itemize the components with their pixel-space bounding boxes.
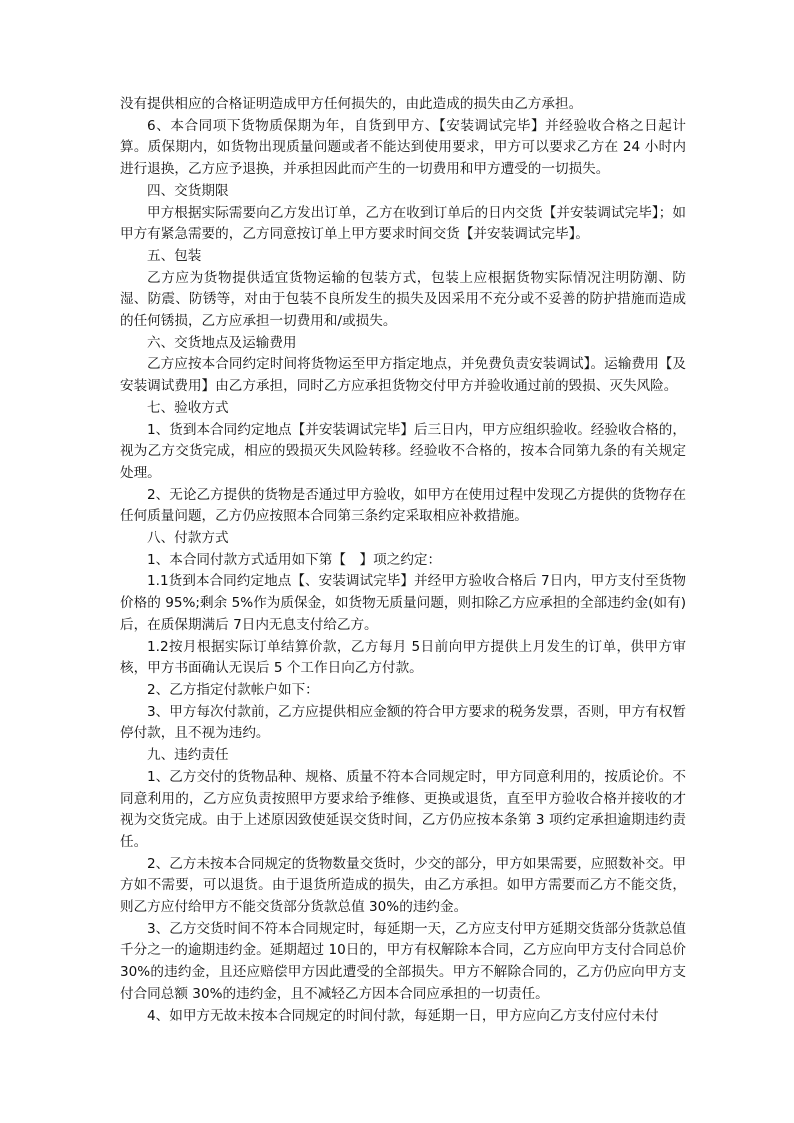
section-heading: 九、违约责任 — [147, 747, 229, 764]
paragraph: 2、乙方指定付款帐户如下： — [147, 681, 319, 698]
paragraph: 3、乙方交货时间不符本合同规定时，每延期一天，乙方应支付甲方延期交货部分货款总值千分之一的逾期违约金。延期超过 10日的，甲方有权解除本合同，乙方应向甲方支付合同总价 30%的违约金，且还应赔偿甲方因此遭受的全部损失。甲方不解除合同的，乙方仍应向甲方支付合同总额 30%的违约金，且不减轻乙方因本合同应承担的一切责任。 — [120, 920, 686, 1002]
paragraph: 1.2按月根据实际订单结算价款，乙方每月 5日前向甲方提供上月发生的订单，供甲方审核，甲方书面确认无误后 5 个工作日向乙方付款。 — [120, 638, 686, 677]
paragraph: 甲方根据实际需要向乙方发出订单，乙方在收到订单后的日内交货【并安装调试完毕】；如甲方有紧急需要的，乙方同意按订单上甲方要求时间交货【并安装调试完毕】。 — [120, 204, 686, 243]
paragraph: 2、无论乙方提供的货物是否通过甲方验收，如甲方在使用过程中发现乙方提供的货物存在任何质量问题，乙方仍应按照本合同第三条约定采取相应补救措施。 — [120, 486, 686, 525]
paragraph: 1、乙方交付的货物品种、规格、质量不符本合同规定时，甲方同意利用的，按质论价。不同意利用的，乙方应负责按照甲方要求给予维修、更换或退货，直至甲方验收合格并接收的才视为交货完成。由于上述原因致使延误交货时间，乙方仍应按本条第 3 项约定承担逾期违约责任。 — [120, 768, 686, 850]
paragraph: 乙方应按本合同约定时间将货物运至甲方指定地点，并免费负责安装调试】。运输费用【及安装调试费用】由乙方承担，同时乙方应承担货物交付甲方并验收通过前的毁损、灭失风险。 — [120, 356, 686, 395]
paragraph: 2、乙方未按本合同规定的货物数量交货时，少交的部分，甲方如果需要，应照数补交。甲方如不需要，可以退货。由于退货所造成的损失，由乙方承担。如甲方需要而乙方不能交货，则乙方应付给甲方不能交货部分货款总值 30%的违约金。 — [120, 855, 686, 916]
paragraph: 4、如甲方无故未按本合同规定的时间付款，每延期一日，甲方应向乙方支付应付未付 — [147, 1007, 659, 1024]
section-heading: 六、交货地点及运输费用 — [147, 334, 297, 351]
section-heading: 七、验收方式 — [147, 399, 229, 416]
paragraph: 没有提供相应的合格证明造成甲方任何损失的，由此造成的损失由乙方承担。 — [120, 96, 583, 112]
section-heading: 四、交货期限 — [147, 182, 229, 199]
paragraph: 3、甲方每次付款前，乙方应提供相应金额的符合甲方要求的税务发票，否则，甲方有权暂停付款，且不视为违约。 — [120, 703, 686, 742]
section-heading: 五、包装 — [147, 247, 202, 264]
paragraph: 1、本合同付款方式适用如下第【 】项之约定： — [147, 551, 442, 568]
section-heading: 八、付款方式 — [147, 530, 229, 547]
paragraph: 1、货到本合同约定地点【并安装调试完毕】后三日内，甲方应组织验收。经验收合格的，视为乙方交货完成，相应的毁损灭失风险转移。经验收不合格的，按本合同第九条的有关规定处理。 — [120, 421, 686, 481]
paragraph: 1.1货到本合同约定地点【、安装调试完毕】并经甲方验收合格后 7日内，甲方支付至货物价格的 95%;剩余 5%作为质保金，如货物无质量问题，则扣除乙方应承担的全部违约金(如有)后，在质保期满后 7日内无息支付给乙方。 — [120, 573, 686, 633]
document-body — [120, 94, 686, 1027]
paragraph: 乙方应为货物提供适宜货物运输的包装方式，包装上应根据货物实际情况注明防潮、防湿、防震、防锈等，对由于包装不良所发生的损失及因采用不充分或不妥善的防护措施而造成的任何锈损，乙方应承担一切费用和/或损失。 — [120, 269, 686, 330]
paragraph: 6、本合同项下货物质保期为年，自货到甲方、【安装调试完毕】并经验收合格之日起计算。质保期内，如货物出现质量问题或者不能达到使用要求，甲方可以要求乙方在 24 小时内进行退换，乙方应予退换，并承担因此而产生的一切费用和甲方遭受的一切损失。 — [120, 117, 686, 178]
